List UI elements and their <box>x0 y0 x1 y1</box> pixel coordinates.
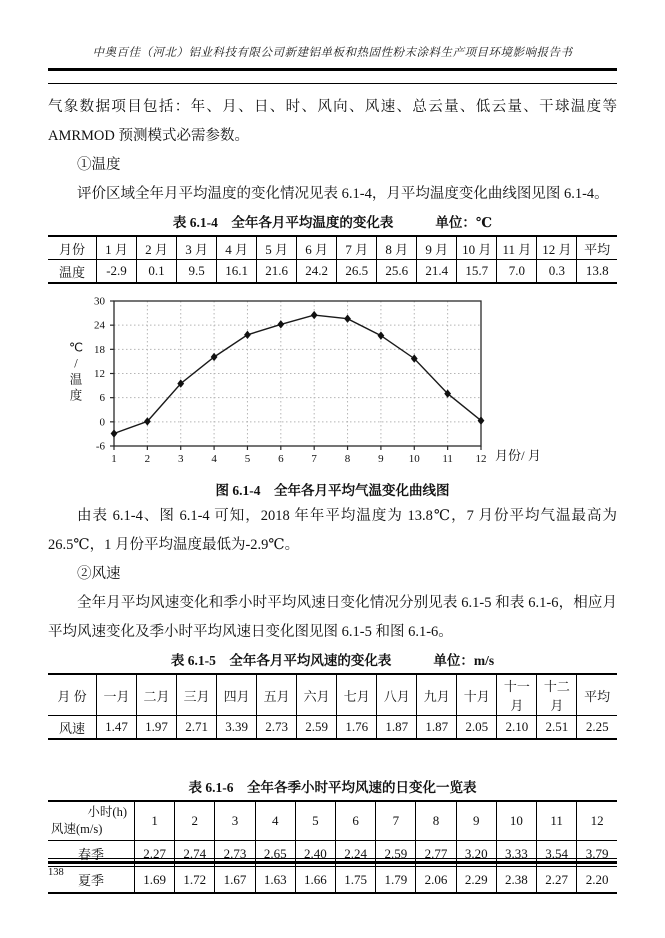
table-cell: 1.47 <box>97 716 137 740</box>
svg-text:30: 30 <box>94 295 105 308</box>
table-cell: 3.54 <box>537 841 577 867</box>
table-cell: 2.25 <box>577 716 617 740</box>
table-cell: 八月 <box>377 674 417 716</box>
table-row <box>48 801 617 841</box>
table-cell: 1.79 <box>376 867 416 894</box>
table-cell: 2.59 <box>297 716 337 740</box>
section-heading-temperature: ①温度 <box>77 157 121 173</box>
table-cell: 2.05 <box>457 716 497 740</box>
svg-text:8: 8 <box>344 453 351 465</box>
svg-text:9: 9 <box>378 453 384 465</box>
table-cell: 12 月 <box>537 236 577 260</box>
table-cell: 1.63 <box>255 867 295 894</box>
paragraph-meteo-items: 气象数据项目包括：年、月、日、时、风向、风速、总云量、低云量、干球温度等AMRMOD 预测模式必需参数。 <box>48 99 617 144</box>
svg-text:12: 12 <box>94 368 105 380</box>
table-cell: 13.8 <box>577 260 617 284</box>
table-cell: 16.1 <box>217 260 257 284</box>
table-cell: 3 <box>215 801 255 841</box>
table-row <box>48 716 617 740</box>
table-cell: 1.75 <box>336 867 376 894</box>
table-cell: 二月 <box>137 674 177 716</box>
table-cell: 6 <box>336 801 376 841</box>
table-cell: 2.59 <box>376 841 416 867</box>
row-header-cell: 春季 <box>48 841 135 867</box>
table-cell: 十月 <box>457 674 497 716</box>
table-row <box>48 260 617 284</box>
table-cell: 2.65 <box>255 841 295 867</box>
table-cell: 12 <box>577 801 617 841</box>
table-cell: 5 <box>295 801 335 841</box>
svg-text:/: / <box>74 356 78 371</box>
svg-text:24: 24 <box>94 319 105 332</box>
svg-text:月份/ 月: 月份/ 月 <box>495 448 541 463</box>
table-cell: 1 月 <box>97 236 137 260</box>
table-6-1-5-unit: 单位：m/s <box>433 653 495 668</box>
svg-text:7: 7 <box>311 453 317 465</box>
section-heading-windspeed: ②风速 <box>77 566 121 582</box>
table-cell: 3.79 <box>577 841 617 867</box>
table-cell: 24.2 <box>297 260 337 284</box>
table-cell: 1.87 <box>417 716 457 740</box>
page-footer <box>48 858 617 878</box>
page-body <box>0 93 665 894</box>
svg-text:12: 12 <box>475 453 487 465</box>
report-title: 中奥百佳（河北）铝业科技有限公司新建铝单板和热固性粉末涂料生产项目环境影响报告书 <box>92 47 573 59</box>
spacer <box>48 740 617 774</box>
table-cell: 8 月 <box>377 236 417 260</box>
table-cell: 11 <box>537 801 577 841</box>
table-cell: 7 <box>376 801 416 841</box>
svg-text:2: 2 <box>144 453 151 465</box>
table-cell: 7.0 <box>497 260 537 284</box>
table-cell: 1.97 <box>137 716 177 740</box>
table-cell: 10 月 <box>457 236 497 260</box>
table-cell: 2.73 <box>257 716 297 740</box>
footer-rule-thin <box>48 858 617 859</box>
svg-text:18: 18 <box>94 343 105 356</box>
table-cell: 3.33 <box>496 841 536 867</box>
table-cell: 2.77 <box>416 841 456 867</box>
table-6-1-6-title <box>48 778 617 798</box>
table-cell: 2.06 <box>416 867 456 894</box>
figure-6-1-4-caption: 图 6.1-4 全年各月平均气温变化曲线图 <box>215 483 450 498</box>
table-6-1-5-title <box>48 651 617 671</box>
table-row <box>48 674 617 716</box>
table-cell: 1.66 <box>295 867 335 894</box>
table-cell: 九月 <box>417 674 457 716</box>
table-cell: 0.3 <box>537 260 577 284</box>
svg-text:度: 度 <box>69 388 83 403</box>
table-cell: 1.72 <box>175 867 215 894</box>
svg-text:3: 3 <box>177 453 184 465</box>
table-cell: 7 月 <box>337 236 377 260</box>
table-cell: 1.76 <box>337 716 377 740</box>
table-cell: 21.4 <box>417 260 457 284</box>
table-cell: 五月 <box>257 674 297 716</box>
table-cell: 25.6 <box>377 260 417 284</box>
table-cell: 2.24 <box>336 841 376 867</box>
row-header-cell: 夏季 <box>48 867 135 894</box>
svg-text:0: 0 <box>99 416 105 429</box>
svg-text:11: 11 <box>442 453 453 465</box>
table-cell: 1.67 <box>215 867 255 894</box>
table-cell: 0.1 <box>137 260 177 284</box>
row-header-cell: 风速 <box>48 716 97 740</box>
table-monthly-windspeed <box>48 673 617 740</box>
table-cell: 11 月 <box>497 236 537 260</box>
table-cell: 2 月 <box>137 236 177 260</box>
table-cell: 2.29 <box>456 867 496 894</box>
row-header-cell: 月份 <box>58 241 85 257</box>
table-cell: 平均 <box>577 674 617 716</box>
table-cell: 9.5 <box>177 260 217 284</box>
svg-text:5: 5 <box>244 453 251 465</box>
corner-label-hours: 小时(h) <box>87 805 127 819</box>
table-cell: 2.38 <box>496 867 536 894</box>
table-hourly-windspeed <box>48 800 617 894</box>
table-cell: 4 <box>255 801 295 841</box>
table-cell: 1 <box>135 801 175 841</box>
paragraph-windspeed-intro: 全年月平均风速变化和季小时平均风速日变化情况分别见表 6.1-5 和表 6.1-6，相应月平均风速变化及季小时平均风速日变化图见图 6.1-5 和图 6.1-6。 <box>48 595 617 640</box>
table-cell: 2.10 <box>497 716 537 740</box>
table-cell: 2.51 <box>537 716 577 740</box>
table-6-1-4-title-text: 表 6.1-4 全年各月平均温度的变化表 <box>172 215 394 230</box>
svg-text:1: 1 <box>111 453 117 465</box>
table-cell: 1.69 <box>135 867 175 894</box>
table-cell: 一月 <box>97 674 137 716</box>
svg-text:℃: ℃ <box>68 340 84 355</box>
svg-text:6: 6 <box>278 453 284 465</box>
table-6-1-4-unit: 单位：℃ <box>435 215 493 230</box>
table-cell: 5 月 <box>257 236 297 260</box>
table-cell: 3.20 <box>456 841 496 867</box>
paragraph-temperature-intro: 评价区域全年月平均温度的变化情况见表 6.1-4，月平均温度变化曲线图见图 6.1-4。 <box>77 186 609 202</box>
figure-6-1-4-chart <box>48 291 617 502</box>
table-cell: 四月 <box>217 674 257 716</box>
table-row <box>48 236 617 260</box>
table-cell: -2.9 <box>97 260 137 284</box>
table-cell: 六月 <box>297 674 337 716</box>
page-number: 138 <box>48 867 64 878</box>
row-header-cell: 温度 <box>48 260 97 284</box>
page-header <box>0 0 665 84</box>
table-cell: 三月 <box>177 674 217 716</box>
footer-rule-thick <box>48 861 617 864</box>
table-cell: 8 <box>416 801 456 841</box>
table-cell: 26.5 <box>337 260 377 284</box>
table-cell: 1.87 <box>377 716 417 740</box>
table-cell: 十二月 <box>537 674 577 716</box>
svg-text:10: 10 <box>408 453 420 465</box>
paragraph-temperature-summary: 由表 6.1-4、图 6.1-4 可知，2018 年年平均温度为 13.8℃，7 月份平均气温最高为 26.5℃，1 月份平均温度最低为-2.9℃。 <box>48 508 617 553</box>
header-rule-thick <box>48 68 617 71</box>
table-cell: 2 <box>175 801 215 841</box>
table-6-1-4-title <box>48 213 617 233</box>
table-cell: 6 月 <box>297 236 337 260</box>
table-cell: 2.74 <box>175 841 215 867</box>
table-cell: 平均 <box>577 236 617 260</box>
table-6-1-5-title-text: 表 6.1-5 全年各月平均风速的变化表 <box>170 653 392 668</box>
table-cell: 3 月 <box>177 236 217 260</box>
table-cell: 9 <box>456 801 496 841</box>
table-monthly-temperature <box>48 235 617 284</box>
table-cell: 3.39 <box>217 716 257 740</box>
table-cell: 15.7 <box>457 260 497 284</box>
table-cell: 9 月 <box>417 236 457 260</box>
table-cell: 2.73 <box>215 841 255 867</box>
svg-text:温: 温 <box>69 372 83 387</box>
table-cell: 十一月 <box>497 674 537 716</box>
table-cell: 2.27 <box>135 841 175 867</box>
corner-label-windspeed: 风速(m/s) <box>51 822 103 836</box>
table-cell: 4 月 <box>217 236 257 260</box>
table-cell: 21.6 <box>257 260 297 284</box>
table-cell: 2.71 <box>177 716 217 740</box>
svg-text:-6: -6 <box>95 440 105 453</box>
svg-text:6: 6 <box>99 392 105 405</box>
row-header-cell: 月 份 <box>57 688 87 704</box>
table-cell: 七月 <box>337 674 377 716</box>
svg-text:4: 4 <box>211 453 217 465</box>
table-cell: 10 <box>496 801 536 841</box>
temperature-line-chart <box>48 291 617 478</box>
header-rule-thin <box>48 83 617 84</box>
table-6-1-6-title-text: 表 6.1-6 全年各季小时平均风速的日变化一览表 <box>188 780 477 795</box>
table-cell: 2.20 <box>577 867 617 894</box>
row-header-cell <box>48 801 135 841</box>
table-cell: 2.27 <box>537 867 577 894</box>
table-cell: 2.40 <box>295 841 335 867</box>
